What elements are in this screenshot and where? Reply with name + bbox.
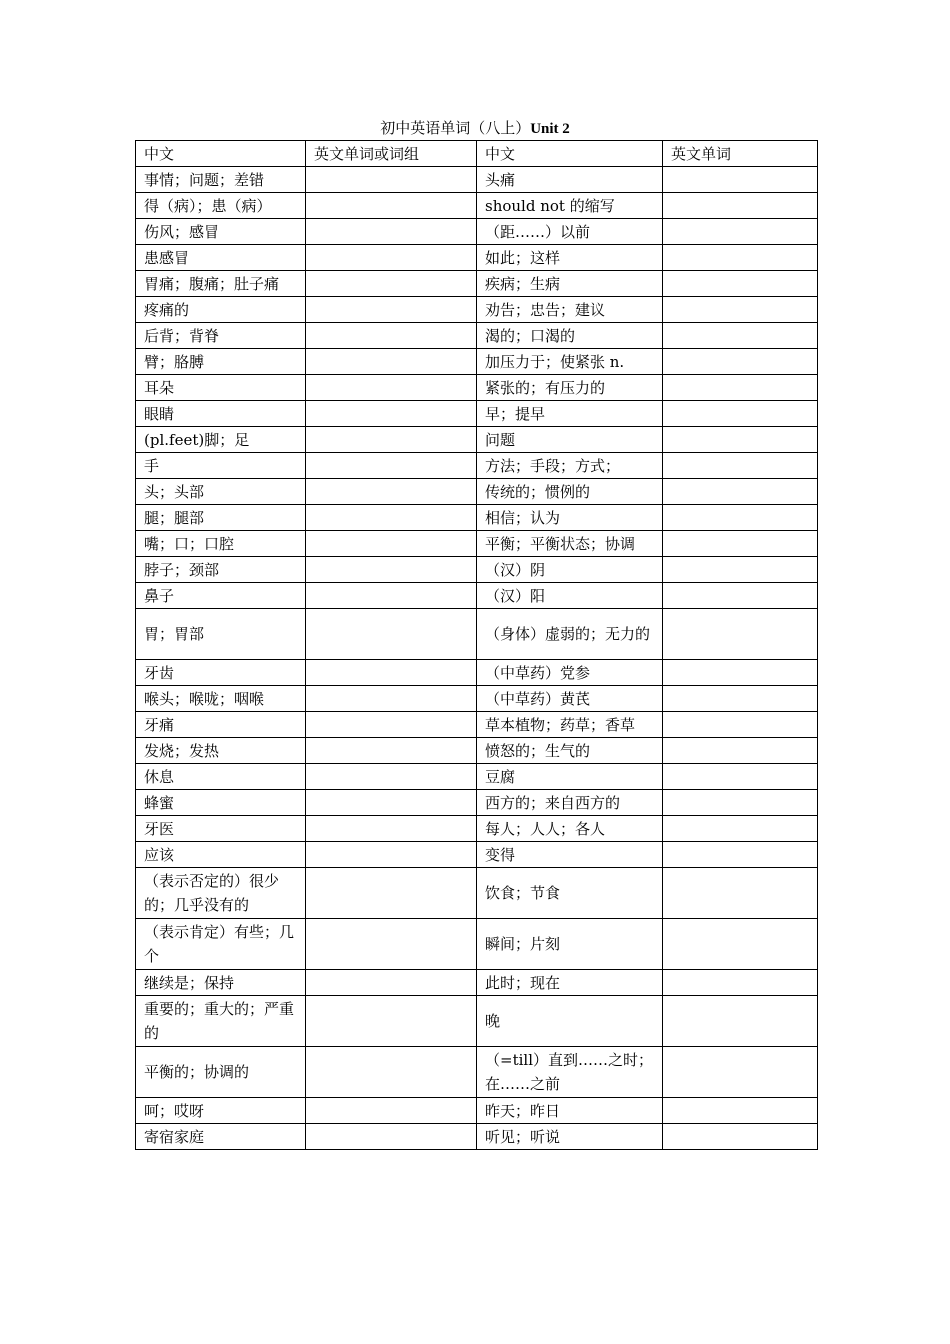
answer-cell[interactable]	[663, 401, 818, 427]
table-row	[136, 479, 818, 505]
answer-cell[interactable]	[306, 271, 477, 297]
chinese-cell: 每人；人人；各人	[477, 816, 663, 842]
answer-cell[interactable]	[306, 479, 477, 505]
answer-cell[interactable]	[306, 219, 477, 245]
chinese-cell: 事情；问题；差错	[136, 167, 306, 193]
table-row	[136, 764, 818, 790]
answer-cell[interactable]	[306, 427, 477, 453]
chinese-cell: 瞬间；片刻	[477, 919, 663, 970]
answer-cell[interactable]	[306, 1047, 477, 1098]
answer-cell[interactable]	[663, 842, 818, 868]
answer-cell[interactable]	[663, 764, 818, 790]
answer-cell[interactable]	[663, 349, 818, 375]
chinese-cell: 草本植物；药草；香草	[477, 712, 663, 738]
header-cell-english-phrase: 英文单词或词组	[306, 141, 477, 167]
answer-cell[interactable]	[663, 712, 818, 738]
chinese-cell: 头痛	[477, 167, 663, 193]
page-title	[0, 118, 950, 139]
chinese-cell: （表示否定的）很少的；几乎没有的	[136, 868, 306, 919]
answer-cell[interactable]	[306, 738, 477, 764]
table-row	[136, 790, 818, 816]
table-row	[136, 816, 818, 842]
answer-cell[interactable]	[306, 816, 477, 842]
answer-cell[interactable]	[306, 531, 477, 557]
chinese-cell: 耳朵	[136, 375, 306, 401]
answer-cell[interactable]	[306, 790, 477, 816]
table-row	[136, 167, 818, 193]
chinese-cell: 腿；腿部	[136, 505, 306, 531]
chinese-cell: 问题	[477, 427, 663, 453]
chinese-cell: 方法；手段；方式；	[477, 453, 663, 479]
answer-cell[interactable]	[663, 375, 818, 401]
answer-cell[interactable]	[663, 427, 818, 453]
answer-cell[interactable]	[306, 868, 477, 919]
table-row	[136, 427, 818, 453]
chinese-cell: 昨天；昨日	[477, 1098, 663, 1124]
answer-cell[interactable]	[663, 790, 818, 816]
chinese-cell: 疾病；生病	[477, 271, 663, 297]
chinese-cell: 相信；认为	[477, 505, 663, 531]
answer-cell[interactable]	[306, 1098, 477, 1124]
table-row	[136, 970, 818, 996]
answer-cell[interactable]	[663, 479, 818, 505]
answer-cell[interactable]	[663, 219, 818, 245]
chinese-cell: 继续是；保持	[136, 970, 306, 996]
answer-cell[interactable]	[306, 609, 477, 660]
answer-cell[interactable]	[306, 1124, 477, 1150]
chinese-cell: 头；头部	[136, 479, 306, 505]
chinese-cell: 喉头；喉咙；咽喉	[136, 686, 306, 712]
answer-cell[interactable]	[663, 193, 818, 219]
chinese-cell: 加压力于；使紧张 n.	[477, 349, 663, 375]
table-row	[136, 271, 818, 297]
answer-cell[interactable]	[663, 609, 818, 660]
answer-cell[interactable]	[306, 297, 477, 323]
chinese-cell: （汉）阴	[477, 557, 663, 583]
chinese-cell: 脖子；颈部	[136, 557, 306, 583]
chinese-cell: 患感冒	[136, 245, 306, 271]
answer-cell[interactable]	[663, 583, 818, 609]
table-row	[136, 660, 818, 686]
answer-cell[interactable]	[306, 919, 477, 970]
vocab-table-body	[136, 141, 818, 1150]
chinese-cell: 手	[136, 453, 306, 479]
chinese-cell: 渴的；口渴的	[477, 323, 663, 349]
chinese-cell: 变得	[477, 842, 663, 868]
chinese-cell: 应该	[136, 842, 306, 868]
chinese-cell: 呵；哎呀	[136, 1098, 306, 1124]
answer-cell[interactable]	[306, 193, 477, 219]
chinese-cell: 牙痛	[136, 712, 306, 738]
chinese-cell: 豆腐	[477, 764, 663, 790]
answer-cell[interactable]	[306, 401, 477, 427]
table-row	[136, 453, 818, 479]
chinese-cell: 重要的；重大的；严重的	[136, 996, 306, 1047]
answer-cell[interactable]	[306, 323, 477, 349]
chinese-cell: 饮食；节食	[477, 868, 663, 919]
chinese-cell: 如此；这样	[477, 245, 663, 271]
chinese-cell: 牙医	[136, 816, 306, 842]
chinese-cell: 发烧；发热	[136, 738, 306, 764]
chinese-cell: （=till）直到……之时；在……之前	[477, 1047, 663, 1098]
answer-cell[interactable]	[306, 167, 477, 193]
table-row	[136, 531, 818, 557]
answer-cell[interactable]	[306, 349, 477, 375]
chinese-cell: 鼻子	[136, 583, 306, 609]
chinese-cell: 眼睛	[136, 401, 306, 427]
table-row	[136, 1124, 818, 1150]
table-row	[136, 349, 818, 375]
chinese-cell: 胃痛；腹痛；肚子痛	[136, 271, 306, 297]
chinese-cell: 平衡的；协调的	[136, 1047, 306, 1098]
chinese-cell: 愤怒的；生气的	[477, 738, 663, 764]
answer-cell[interactable]	[663, 453, 818, 479]
table-row	[136, 686, 818, 712]
chinese-cell: 平衡；平衡状态；协调	[477, 531, 663, 557]
header-cell-chinese-2: 中文	[477, 141, 663, 167]
answer-cell[interactable]	[306, 842, 477, 868]
chinese-cell: 劝告；忠告；建议	[477, 297, 663, 323]
answer-cell[interactable]	[663, 738, 818, 764]
chinese-cell: 疼痛的	[136, 297, 306, 323]
answer-cell[interactable]	[663, 1047, 818, 1098]
table-row	[136, 1047, 818, 1098]
chinese-cell: 得（病）；患（病）	[136, 193, 306, 219]
chinese-cell: 伤风；感冒	[136, 219, 306, 245]
page-title-text: 初中英语单词（八上）	[380, 119, 531, 137]
table-row	[136, 738, 818, 764]
answer-cell[interactable]	[306, 583, 477, 609]
vocab-table	[135, 140, 818, 1150]
chinese-cell: 紧张的；有压力的	[477, 375, 663, 401]
answer-cell[interactable]	[663, 996, 818, 1047]
answer-cell[interactable]	[663, 531, 818, 557]
table-row	[136, 193, 818, 219]
header-cell-english-word: 英文单词	[663, 141, 818, 167]
answer-cell[interactable]	[663, 816, 818, 842]
table-row	[136, 1098, 818, 1124]
table-header-row	[136, 141, 818, 167]
table-row	[136, 609, 818, 660]
table-row	[136, 842, 818, 868]
table-row	[136, 297, 818, 323]
answer-cell[interactable]	[663, 557, 818, 583]
chinese-cell: 嘴；口；口腔	[136, 531, 306, 557]
answer-cell[interactable]	[663, 167, 818, 193]
answer-cell[interactable]	[663, 505, 818, 531]
chinese-cell: 牙齿	[136, 660, 306, 686]
chinese-cell: 此时；现在	[477, 970, 663, 996]
answer-cell[interactable]	[306, 764, 477, 790]
answer-cell[interactable]	[306, 970, 477, 996]
table-row	[136, 401, 818, 427]
chinese-cell: （距……）以前	[477, 219, 663, 245]
table-row	[136, 375, 818, 401]
answer-cell[interactable]	[306, 453, 477, 479]
chinese-cell: 蜂蜜	[136, 790, 306, 816]
answer-cell[interactable]	[306, 686, 477, 712]
answer-cell[interactable]	[663, 660, 818, 686]
chinese-cell: （表示肯定）有些；几个	[136, 919, 306, 970]
table-row	[136, 919, 818, 970]
table-row	[136, 712, 818, 738]
table-row	[136, 219, 818, 245]
answer-cell[interactable]	[663, 1098, 818, 1124]
chinese-cell: （汉）阳	[477, 583, 663, 609]
answer-cell[interactable]	[306, 660, 477, 686]
answer-cell[interactable]	[663, 297, 818, 323]
table-row	[136, 245, 818, 271]
answer-cell[interactable]	[663, 1124, 818, 1150]
answer-cell[interactable]	[663, 271, 818, 297]
chinese-cell: 听见；听说	[477, 1124, 663, 1150]
table-row	[136, 323, 818, 349]
chinese-cell: 西方的；来自西方的	[477, 790, 663, 816]
answer-cell[interactable]	[306, 505, 477, 531]
chinese-cell: 胃；胃部	[136, 609, 306, 660]
chinese-cell: 传统的；惯例的	[477, 479, 663, 505]
chinese-cell: should not 的缩写	[477, 193, 663, 219]
chinese-cell: （身体）虚弱的；无力的	[477, 609, 663, 660]
answer-cell[interactable]	[306, 996, 477, 1047]
chinese-cell: (pl.feet)脚；足	[136, 427, 306, 453]
chinese-cell: 休息	[136, 764, 306, 790]
answer-cell[interactable]	[663, 245, 818, 271]
chinese-cell: 晚	[477, 996, 663, 1047]
chinese-cell: （中草药）黄芪	[477, 686, 663, 712]
answer-cell[interactable]	[306, 245, 477, 271]
page-title-unit: Unit 2	[530, 121, 570, 137]
answer-cell[interactable]	[306, 557, 477, 583]
answer-cell[interactable]	[663, 970, 818, 996]
answer-cell[interactable]	[663, 323, 818, 349]
chinese-cell: 寄宿家庭	[136, 1124, 306, 1150]
answer-cell[interactable]	[663, 919, 818, 970]
chinese-cell: 臂；胳膊	[136, 349, 306, 375]
chinese-cell: 后背；背脊	[136, 323, 306, 349]
chinese-cell: （中草药）党参	[477, 660, 663, 686]
table-row	[136, 557, 818, 583]
answer-cell[interactable]	[306, 375, 477, 401]
answer-cell[interactable]	[663, 686, 818, 712]
table-row	[136, 996, 818, 1047]
chinese-cell: 早；提早	[477, 401, 663, 427]
table-row	[136, 505, 818, 531]
answer-cell[interactable]	[663, 868, 818, 919]
table-row	[136, 868, 818, 919]
table-row	[136, 583, 818, 609]
header-cell-chinese-1: 中文	[136, 141, 306, 167]
answer-cell[interactable]	[306, 712, 477, 738]
